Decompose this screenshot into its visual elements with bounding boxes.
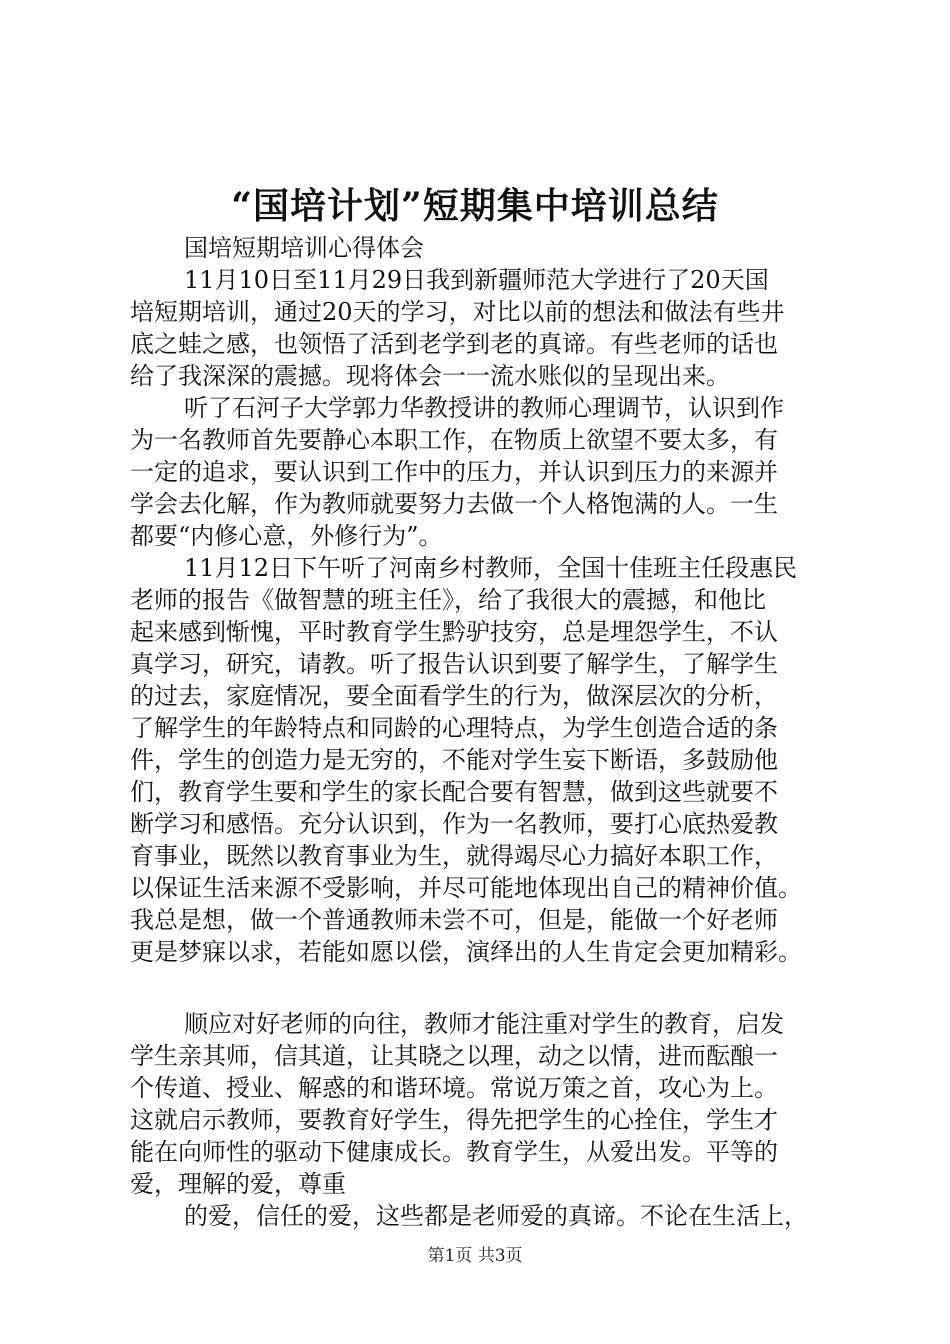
- paragraph-line: 们，教育学生要和学生的家长配合要有智慧，做到这些就要不: [130, 778, 778, 806]
- paragraph-line: 培短期培训，通过20天的学习，对比以前的想法和做法有些井: [130, 298, 785, 326]
- paragraph-line: 为一名教师首先要静心本职工作，在物质上欲望不要太多，有: [130, 426, 778, 454]
- document-subtitle: 国培短期培训心得体会: [184, 234, 424, 262]
- paragraph-line: 断学习和感悟。充分认识到，作为一名教师，要打心底热爱教: [130, 810, 778, 838]
- paragraph-line: 爱，理解的爱，尊重: [130, 1170, 346, 1198]
- paragraph-line: 能在向师性的驱动下健康成长。教育学生，从爱出发。平等的: [130, 1138, 778, 1166]
- page-title: “国培计划”短期集中培训总结: [231, 185, 719, 227]
- paragraph-3: [130, 552, 830, 968]
- paragraph-line: 更是梦寐以求，若能如愿以偿，演绎出的人生肯定会更加精彩。: [130, 938, 802, 966]
- paragraph-line: 育事业，既然以教育事业为生，就得竭尽心力搞好本职工作，: [130, 842, 778, 870]
- paragraph-line: 学生亲其师，信其道，让其晓之以理，动之以情，进而酝酿一: [130, 1042, 778, 1070]
- paragraph-line: 个传道、授业、解惑的和谐环境。常说万策之首，攻心为上。: [130, 1074, 778, 1102]
- document-body: [130, 232, 830, 1232]
- paragraph-line: 件，学生的创造力是无穷的，不能对学生妄下断语，多鼓励他: [130, 746, 778, 774]
- paragraph-1: [130, 264, 830, 392]
- paragraph-line: 的过去，家庭情况，要全面看学生的行为，做深层次的分析，: [130, 682, 778, 710]
- paragraph-line: 11月10日至11月29日我到新疆师范大学进行了20天国: [184, 266, 769, 294]
- paragraph-line: 学会去化解，作为教师就要努力去做一个人格饱满的人。一生: [130, 490, 778, 518]
- paragraph-4: [130, 1008, 830, 1200]
- paragraph-line: 给了我深深的震撼。现将体会一一流水账似的呈现出来。: [130, 362, 730, 390]
- paragraph-line: 起来感到惭愧，平时教育学生黔驴技穷，总是埋怨学生，不认: [130, 618, 778, 646]
- paragraph-line: 我总是想，做一个普通教师未尝不可，但是，能做一个好老师: [130, 906, 778, 934]
- paragraph-2: [130, 392, 830, 552]
- paragraph-line: 以保证生活来源不受影响，并尽可能地体现出自己的精神价值。: [130, 874, 802, 902]
- paragraph-line: 了解学生的年龄特点和同龄的心理特点，为学生创造合适的条: [130, 714, 778, 742]
- paragraph-line: 顺应对好老师的向往，教师才能注重对学生的教育，启发: [184, 1010, 784, 1038]
- paragraph-5: [130, 1200, 830, 1232]
- paragraph-line: 真学习，研究，请教。听了报告认识到要了解学生，了解学生: [130, 650, 778, 678]
- paragraph-line: 老师的报告《做智慧的班主任》，给了我很大的震撼，和他比: [130, 586, 766, 614]
- paragraph-line: 的爱，信任的爱，这些都是老师爱的真谛。不论在生活上，: [184, 1202, 808, 1230]
- paragraph-line: 一定的追求，要认识到工作中的压力，并认识到压力的来源并: [130, 458, 778, 486]
- paragraph-line: 底之蛙之感，也领悟了活到老学到老的真谛。有些老师的话也: [130, 330, 778, 358]
- paragraph-line: 听了石河子大学郭力华教授讲的教师心理调节，认识到作: [184, 394, 784, 422]
- paragraph-line: 11月12日下午听了河南乡村教师，全国十佳班主任段惠民: [184, 554, 798, 582]
- page-number-footer: 第1页 共3页: [427, 1246, 523, 1266]
- paragraph-line: 都要“内修心意，外修行为”。: [130, 522, 443, 550]
- paragraph-spacer: [130, 968, 830, 1008]
- paragraph-line: 这就启示教师，要教育好学生，得先把学生的心拴住，学生才: [130, 1106, 778, 1134]
